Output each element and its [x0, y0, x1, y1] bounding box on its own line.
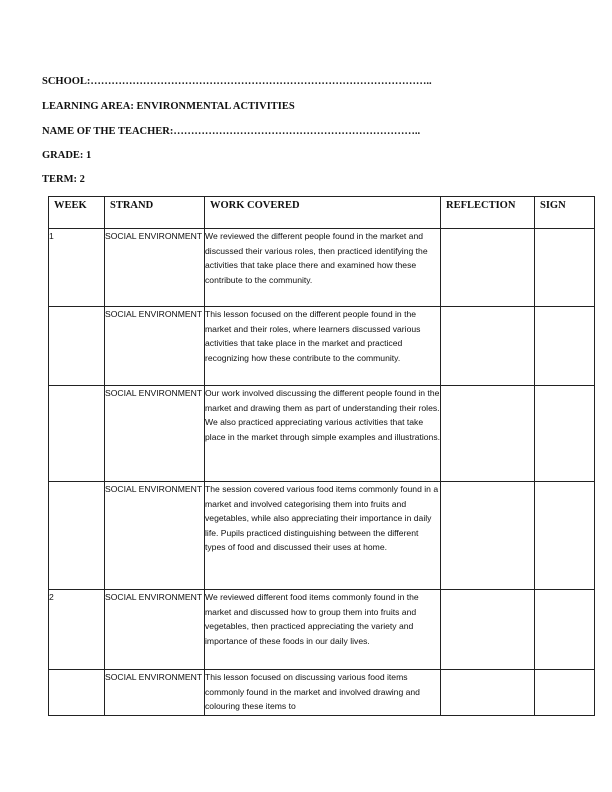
table-row [49, 670, 595, 716]
sign-cell[interactable] [535, 482, 595, 590]
table-row [49, 307, 595, 386]
school-line: SCHOOL:…………………………………………………………………………………….. [42, 76, 432, 87]
table-header-row [49, 197, 595, 229]
week-cell [49, 386, 105, 482]
reflection-cell[interactable] [441, 386, 535, 482]
work-covered-cell: This lesson focused on the different people found in the market and their roles, where learners discussed various activities that take place in the market and practiced recognizing how these contribute to the community. [205, 307, 441, 386]
week-cell: 1 [49, 229, 105, 307]
strand-cell: SOCIAL ENVIRONMENT [105, 386, 205, 482]
table-row [49, 386, 595, 482]
column-header-week: WEEK [49, 197, 105, 229]
strand-cell: SOCIAL ENVIRONMENT [105, 670, 205, 716]
table-row [49, 590, 595, 670]
week-cell [49, 670, 105, 716]
sign-cell[interactable] [535, 386, 595, 482]
column-header-work-covered: WORK COVERED [205, 197, 441, 229]
sign-cell[interactable] [535, 590, 595, 670]
table-row [49, 482, 595, 590]
work-covered-cell: We reviewed the different people found in the market and discussed their various roles, then practiced identifying the activities that take place there and examined how these contribute to the community. [205, 229, 441, 307]
grade-line: GRADE: 1 [42, 150, 92, 161]
term-line: TERM: 2 [42, 174, 85, 185]
column-header-strand: STRAND [105, 197, 205, 229]
column-header-reflection: REFLECTION [441, 197, 535, 229]
reflection-cell[interactable] [441, 482, 535, 590]
week-cell [49, 307, 105, 386]
work-covered-cell: The session covered various food items commonly found in a market and involved categorising them into fruits and vegetables, while also appreciating their importance in daily life. Pupils practiced distinguishing between the different types of food and discussed their uses at home. [205, 482, 441, 590]
work-covered-table [48, 196, 595, 716]
sign-cell[interactable] [535, 307, 595, 386]
reflection-cell[interactable] [441, 307, 535, 386]
table-row [49, 229, 595, 307]
reflection-cell[interactable] [441, 670, 535, 716]
work-covered-cell: We reviewed different food items commonly found in the market and discussed how to group them into fruits and vegetables, then practiced appreciating the variety and importance of these foods in our daily lives. [205, 590, 441, 670]
reflection-cell[interactable] [441, 229, 535, 307]
week-cell [49, 482, 105, 590]
strand-cell: SOCIAL ENVIRONMENT [105, 482, 205, 590]
column-header-sign: SIGN [535, 197, 595, 229]
work-covered-cell: This lesson focused on discussing various food items commonly found in the market and involved drawing and colouring these items to [205, 670, 441, 716]
reflection-cell[interactable] [441, 590, 535, 670]
strand-cell: SOCIAL ENVIRONMENT [105, 229, 205, 307]
sign-cell[interactable] [535, 229, 595, 307]
strand-cell: SOCIAL ENVIRONMENT [105, 590, 205, 670]
week-cell: 2 [49, 590, 105, 670]
learning-area-line: LEARNING AREA: ENVIRONMENTAL ACTIVITIES [42, 101, 295, 112]
sign-cell[interactable] [535, 670, 595, 716]
strand-cell: SOCIAL ENVIRONMENT [105, 307, 205, 386]
work-covered-cell: Our work involved discussing the different people found in the market and drawing them as part of understanding their roles. We also practiced appreciating various activities that take place in the market through simple examples and illustrations. [205, 386, 441, 482]
teacher-name-line: NAME OF THE TEACHER:…………………………………………………………….. [42, 126, 421, 137]
